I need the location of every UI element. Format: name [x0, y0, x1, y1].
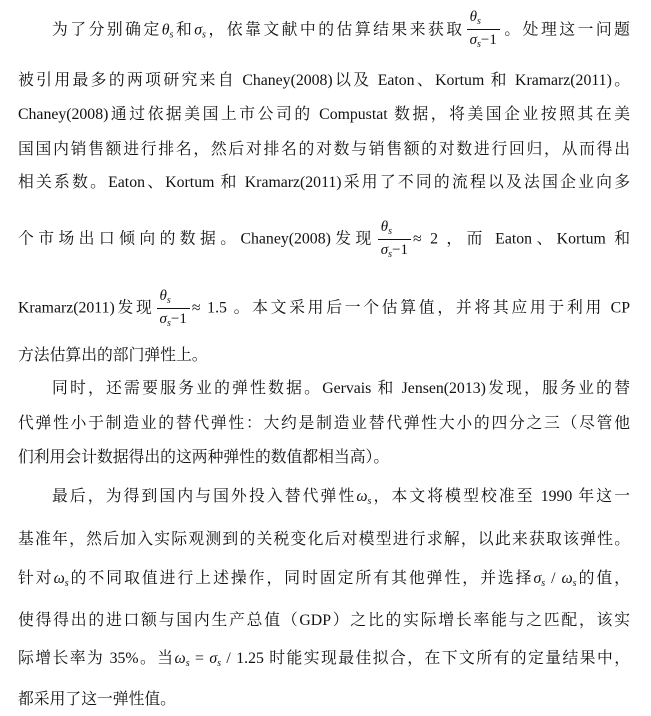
- text-line-14: 针对$\omega_s$的不同取值进行上述操作，同时固定所有其他弹性，并选择$\sigma_s / \omega_s$的值，: [18, 570, 630, 589]
- text-line-16: 际增长率为 35%。当$\omega_s = \sigma_s / 1.25$ 时能实现最佳拟合，在下文所有的定量结果中，: [18, 650, 631, 669]
- text-line-4: 国国内销售额进行排名，然后对排名的对数与销售额的对数进行回归，从而得出: [18, 139, 630, 158]
- text-line-1: 为了分别确定$\theta_s$和$\sigma_s$，依靠文献中的估算结果来获取 $\frac{\theta_s}{\sigma_s-1}$ 。处理这一问题: [52, 9, 630, 50]
- text-line-17: 都采用了这一弹性值。: [18, 689, 176, 708]
- text-line-8: 方法估算出的部门弹性上。: [18, 345, 208, 364]
- text-line-2: 被引用最多的两项研究来自 Chaney(2008)以及 Eaton、Kortum 和 Kramarz(2011)。: [18, 72, 630, 89]
- fraction-theta-over-sigma-1: $\frac{\theta_s}{\sigma_s-1}$: [157, 289, 190, 329]
- text-line-3: Chaney(2008)通过依据美国上市公司的 Compustat 数据，将美国企业按照其在美: [18, 106, 630, 123]
- text-line-13: 基准年，然后加入实际观测到的关税变化后对模型进行求解，以此来获取该弹性。: [18, 529, 630, 548]
- text-line-6: 个市场出口倾向的数据。Chaney(2008)发现 $\frac{\theta_s}{\sigma_s-1}$ ≈ 2 ，而 Eaton、Kortum 和: [18, 219, 631, 260]
- text-line-7: Kramarz(2011)发现 $\frac{\theta_s}{\sigma_s-1}$ ≈ 1.5 。本文采用后一个估算值，并将其应用于利用 CP: [18, 288, 630, 329]
- fraction-theta-over-sigma-1: $\frac{\theta_s}{\sigma_s-1}$: [378, 220, 411, 260]
- text-line-11: 们利用会计数据得出的这两种弹性的数值都相当高）。: [18, 447, 390, 466]
- fraction-theta-over-sigma-1: $\frac{\theta_s}{\sigma_s-1}$: [467, 10, 500, 50]
- text-line-9: 同时，还需要服务业的弹性数据。Gervais 和 Jensen(2013)发现，服务业的替: [52, 380, 630, 397]
- text-line-12: 最后，为得到国内与国外投入替代弹性$\omega_s$，本文将模型校准至 1990 年这一: [52, 488, 630, 507]
- text-line-15: 使得得出的进口额与国内生产总值（GDP）之比的实际增长率能与之匹配，该实: [18, 612, 630, 629]
- text-line-10: 代弹性小于制造业的替代弹性：大约是制造业替代弹性大小的四分之三（尽管他: [18, 413, 630, 432]
- text-line-5: 相关系数。Eaton、Kortum 和 Kramarz(2011)采用了不同的流程以及法国企业向多: [18, 174, 630, 191]
